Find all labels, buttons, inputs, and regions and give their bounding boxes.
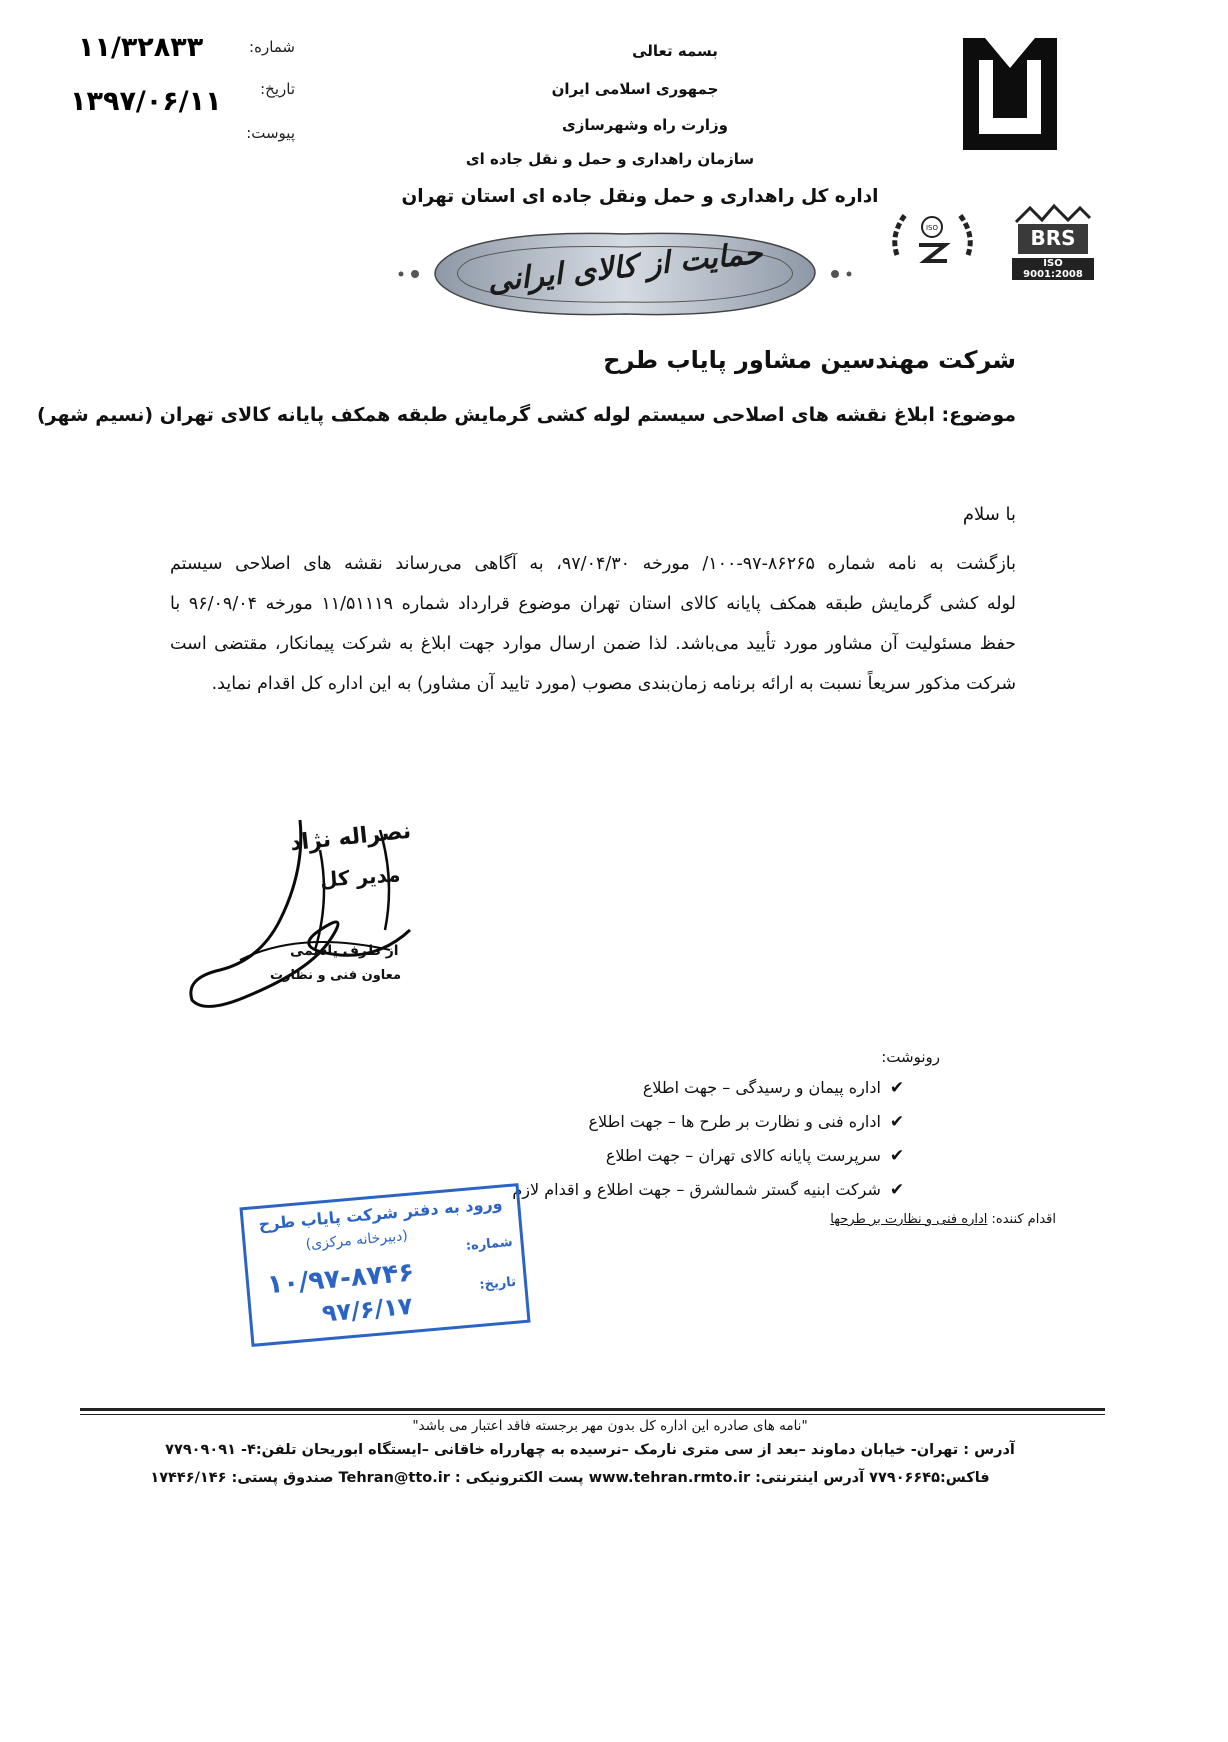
footer-contacts bbox=[140, 1470, 1000, 1486]
footer-note: "نامه های صادره این اداره کل بدون مهر برجسته فاقد اعتبار می باشد" bbox=[412, 1418, 808, 1434]
date-value: ۱۳۹۷/۰۶/۱۱ bbox=[70, 86, 222, 117]
organization-name: سازمان راهداری و حمل و نقل جاده ای bbox=[465, 150, 755, 168]
svg-text:ISO: ISO bbox=[925, 224, 939, 232]
body-line: لوله کشی گرمایش طبقه همکف پایانه کالای استان تهران موضوع قرارداد شماره ۱۱/۵۱۱۱۹ مورخه ۹۶/۰۹/۰۴ با bbox=[170, 594, 1016, 614]
banner-text: حمایت از کالای ایرانی bbox=[485, 235, 765, 300]
receipt-stamp bbox=[239, 1183, 530, 1347]
recipient: شرکت مهندسین مشاور پایاب طرح bbox=[603, 346, 1016, 374]
number-value: ۱۱/۳۲۸۳۳ bbox=[78, 32, 204, 63]
brs-iso-badge bbox=[1012, 200, 1094, 280]
iso-badge-text: ISO 9001:2008 bbox=[1012, 258, 1094, 280]
country-name: جمهوری اسلامی ایران bbox=[551, 80, 719, 98]
footer-address: آدرس : تهران- خیابان دماوند –بعد از سی متری نارمک –نرسیده به چهارراه خاقانی –ایستگاه ابوریحان تلفن:۴- ۷۷۹۰۹۰۹۱ bbox=[165, 1442, 1015, 1458]
stamp-number-value: ۱۰/۹۷-۸۷۴۶ bbox=[266, 1257, 416, 1301]
stamp-subtitle: (دبیرخانه مرکزی) bbox=[305, 1227, 409, 1253]
subject: موضوع: ابلاغ نقشه های اصلاحی سیستم لوله کشی گرمایش طبقه همکف پایانه کالای تهران (نسیم شهر) bbox=[36, 404, 1016, 426]
website-link[interactable]: www.tehran.rmto.ir bbox=[588, 1470, 751, 1486]
footer-rule bbox=[80, 1408, 1105, 1411]
brs-text: BRS bbox=[1030, 226, 1076, 250]
email-label: پست الکترونیکی : bbox=[454, 1470, 584, 1486]
check-icon: ✔ bbox=[889, 1112, 905, 1132]
bismillah: بسمه تعالی bbox=[632, 42, 718, 60]
action-line bbox=[830, 1212, 1056, 1227]
pobox-number: ۱۷۴۴۶/۱۴۶ bbox=[150, 1470, 227, 1486]
cc-item-text: اداره فنی و نظارت بر طرح ها – جهت اطلاع bbox=[588, 1112, 881, 1131]
ministry-name: وزارت راه وشهرسازی bbox=[562, 116, 728, 134]
check-icon: ✔ bbox=[889, 1180, 905, 1200]
cc-item bbox=[512, 1180, 908, 1200]
greeting: با سلام bbox=[962, 504, 1016, 525]
rmto-logo bbox=[955, 30, 1065, 158]
footer-rule bbox=[80, 1414, 1105, 1415]
stamp-date-value: ۹۷/۶/۱۷ bbox=[320, 1291, 414, 1328]
iso-laurel-badge bbox=[885, 205, 980, 270]
stamp-date-label: تاریخ: bbox=[478, 1274, 517, 1293]
website-label: آدرس اینترنتی: bbox=[755, 1470, 865, 1486]
on-behalf-of: از طرف یاسمی bbox=[290, 943, 399, 959]
pobox-label: صندوق پستی: bbox=[231, 1470, 334, 1486]
cc-label: رونوشت: bbox=[881, 1048, 940, 1066]
date-label: تاریخ: bbox=[260, 80, 295, 98]
action-value: اداره فنی و نظارت بر طرحها bbox=[830, 1212, 988, 1227]
road-logo-icon bbox=[955, 30, 1065, 158]
laurel-icon bbox=[885, 205, 980, 270]
body-line: بازگشت به نامه شماره ۸۶۲۶۵-۹۷-۱۰۰/ مورخه ۹۷/۰۴/۳۰، به آگاهی می‌رساند نقشه های اصلاحی سیستم bbox=[170, 554, 1016, 574]
deputy-title: معاون فنی و نظارت bbox=[270, 968, 402, 983]
body-line: شرکت مذکور سریعاً نسبت به ارائه برنامه زمان‌بندی مصوب (مورد تایید آن مشاور) به این اداره کل اقدام نماید. bbox=[211, 674, 1016, 694]
cc-item-text: شرکت ابنیه گستر شمالشرق – جهت اطلاع و اقدام لازم bbox=[512, 1180, 881, 1199]
fax-number: ۷۷۹۰۶۶۴۵ bbox=[869, 1470, 940, 1486]
body-line: حفظ مسئولیت آن مشاور مورد تأیید می‌باشد. لذا ضمن ارسال موارد جهت ابلاغ به شرکت پیمانکار، مقتضی است bbox=[170, 634, 1016, 654]
action-label: اقدام کننده: bbox=[991, 1212, 1056, 1227]
cc-item bbox=[643, 1078, 908, 1098]
cc-item bbox=[588, 1112, 908, 1132]
signer-name: نصراله نژاد bbox=[289, 818, 413, 857]
attachment-label: پیوست: bbox=[246, 124, 295, 142]
campaign-banner bbox=[395, 222, 855, 327]
email-link[interactable]: Tehran@tto.ir bbox=[338, 1470, 450, 1486]
check-icon: ✔ bbox=[889, 1078, 905, 1098]
cc-item-text: سرپرست پایانه کالای تهران – جهت اطلاع bbox=[605, 1146, 881, 1165]
cc-item bbox=[606, 1146, 908, 1166]
fax-label: فاکس: bbox=[939, 1470, 990, 1486]
check-icon: ✔ bbox=[889, 1146, 905, 1166]
cc-item-text: اداره پیمان و رسیدگی – جهت اطلاع bbox=[642, 1078, 881, 1097]
stamp-number-label: شماره: bbox=[465, 1234, 514, 1254]
stamp-title: ورود به دفتر شرکت پایاب طرح bbox=[257, 1193, 504, 1234]
signer-title: مدیر کل bbox=[319, 862, 402, 892]
office-name: اداره کل راهداری و حمل ونقل جاده ای استان تهران bbox=[401, 186, 879, 207]
number-label: شماره: bbox=[249, 38, 295, 56]
